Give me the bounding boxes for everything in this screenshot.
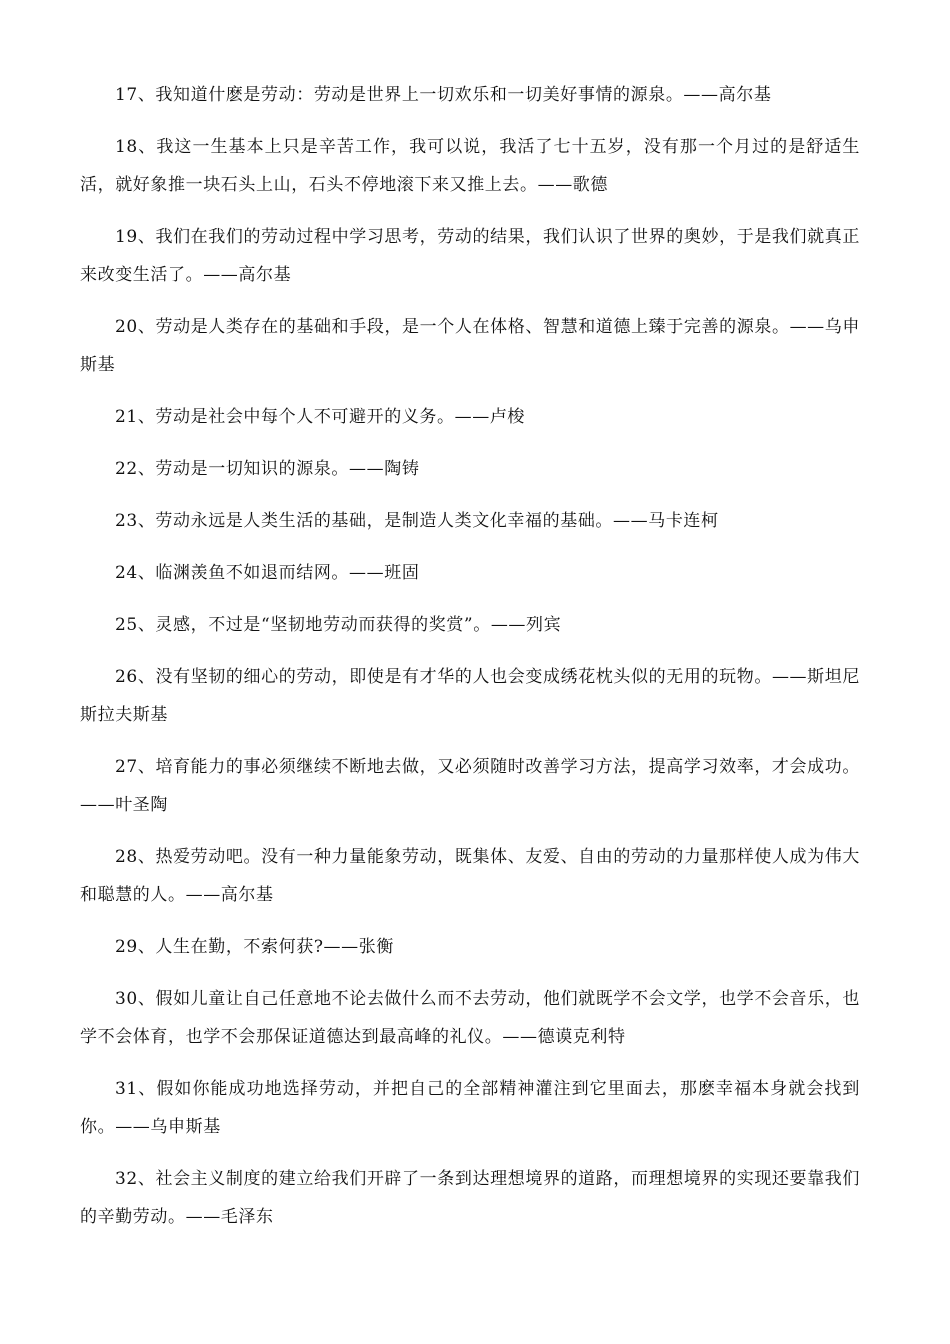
quote-29: 29、人生在勤，不索何获?——张衡 <box>115 937 394 957</box>
quote-19: 19、我们在我们的劳动过程中学习思考，劳动的结果，我们认识了世界的奥妙，于是我们就真正来改变生活了。——高尔基 <box>80 227 860 285</box>
quote-32: 32、社会主义制度的建立给我们开辟了一条到达理想境界的道路，而理想境界的实现还要靠我们的辛勤劳动。——毛泽东 <box>80 1169 860 1227</box>
quote-30: 30、假如儿童让自己任意地不论去做什么而不去劳动，他们就既学不会文学，也学不会音乐，也学不会体育，也学不会那保证道德达到最高峰的礼仪。——德谟克利特 <box>80 989 860 1047</box>
quote-28: 28、热爱劳动吧。没有一种力量能象劳动，既集体、友爱、自由的劳动的力量那样使人成为伟大和聪慧的人。——高尔基 <box>80 847 860 905</box>
quote-17: 17、我知道什麽是劳动：劳动是世界上一切欢乐和一切美好事情的源泉。——高尔基 <box>115 85 772 105</box>
quote-18: 18、我这一生基本上只是辛苦工作，我可以说，我活了七十五岁，没有那一个月过的是舒适生活，就好象推一块石头上山，石头不停地滚下来又推上去。——歌德 <box>80 137 860 195</box>
quote-31: 31、假如你能成功地选择劳动，并把自己的全部精神灌注到它里面去，那麽幸福本身就会找到你。——乌申斯基 <box>80 1079 860 1137</box>
quote-22: 22、劳动是一切知识的源泉。——陶铸 <box>115 459 420 479</box>
quote-21: 21、劳动是社会中每个人不可避开的义务。——卢梭 <box>115 407 526 427</box>
quote-20: 20、劳动是人类存在的基础和手段，是一个人在体格、智慧和道德上臻于完善的源泉。——乌申斯基 <box>80 317 860 375</box>
quote-25: 25、灵感，不过是“坚韧地劳动而获得的奖赏”。——列宾 <box>115 615 562 635</box>
quote-24: 24、临渊羡鱼不如退而结网。——班固 <box>115 563 420 583</box>
quote-23: 23、劳动永远是人类生活的基础，是制造人类文化幸福的基础。——马卡连柯 <box>115 511 719 531</box>
quote-27: 27、培育能力的事必须继续不断地去做，又必须随时改善学习方法，提高学习效率，才会成功。——叶圣陶 <box>80 757 860 815</box>
document-body <box>80 76 860 1250</box>
quote-26: 26、没有坚韧的细心的劳动，即使是有才华的人也会变成绣花枕头似的无用的玩物。——斯坦尼斯拉夫斯基 <box>80 667 860 725</box>
